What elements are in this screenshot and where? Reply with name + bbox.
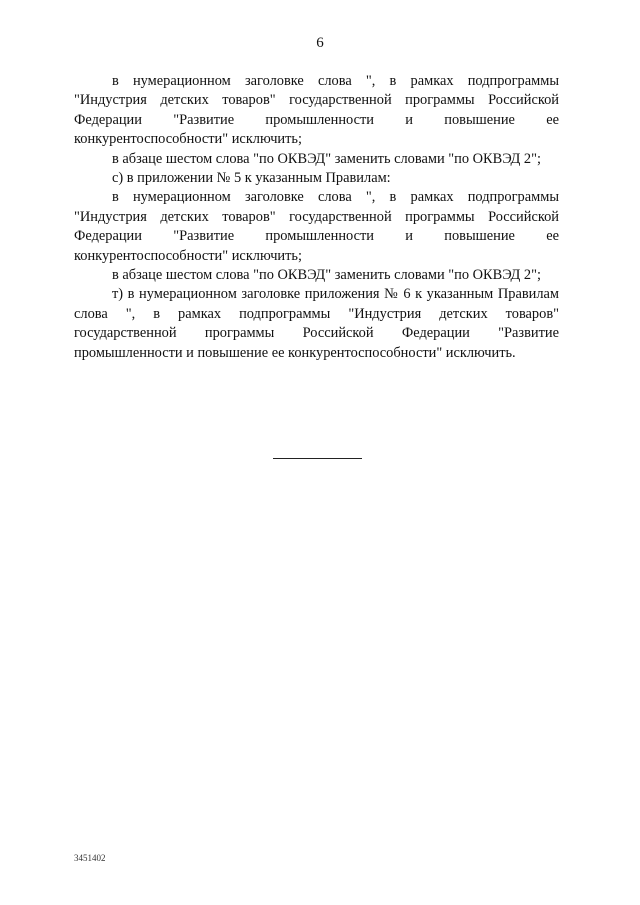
page-number: 6 (316, 35, 324, 51)
paragraph-2: в абзаце шестом слова "по ОКВЭД" заменить словами "по ОКВЭД 2"; (112, 150, 541, 167)
end-separator-line (273, 458, 362, 459)
document-body (74, 72, 559, 363)
paragraph-3: с) в приложении № 5 к указанным Правилам: (112, 170, 391, 187)
paragraph-1: в нумерационном заголовке слова ", в рамках подпрограммы "Индустрия детских товаров" государственной программы Российской Федерации "Развитие промышленности и повышение ее конкурентоспособности" исключить; (74, 73, 559, 148)
paragraph-6: т) в нумерационном заголовке приложения № 6 к указанным Правилам слова ", в рамках подпрограммы "Индустрия детских товаров" государственной программы Российской Федерации "Развитие промышленности и повышение ее конкурентоспособности" исключить. (74, 286, 559, 361)
paragraph-4: в нумерационном заголовке слова ", в рамках подпрограммы "Индустрия детских товаров" государственной программы Российской Федерации "Развитие промышленности и повышение ее конкурентоспособности" исключить; (74, 189, 559, 264)
document-code: 3451402 (74, 853, 106, 863)
paragraph-5: в абзаце шестом слова "по ОКВЭД" заменить словами "по ОКВЭД 2"; (112, 267, 541, 284)
